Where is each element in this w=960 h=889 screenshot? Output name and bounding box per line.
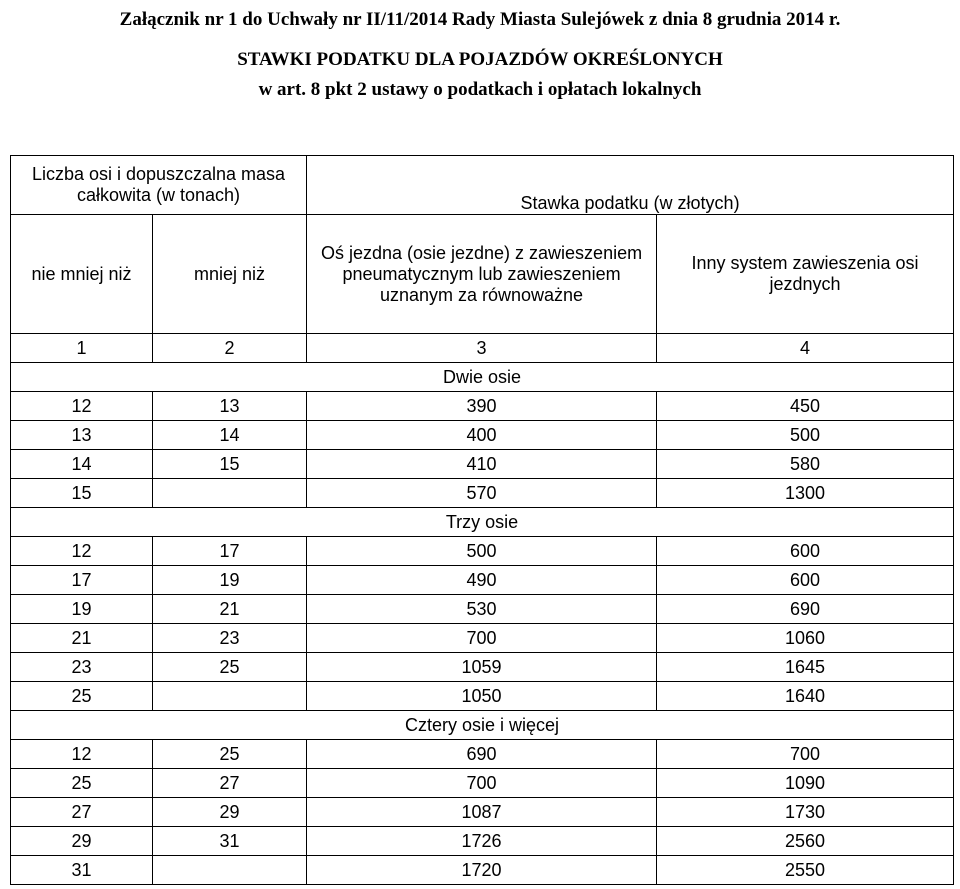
pneumatic-rate-cell: 1726: [307, 827, 657, 856]
pneumatic-rate-cell: 1720: [307, 856, 657, 885]
mass-from-cell: 31: [11, 856, 153, 885]
other-rate-cell: 700: [657, 740, 954, 769]
table-row: [11, 827, 954, 856]
mass-from-cell: 12: [11, 537, 153, 566]
table-row: [11, 740, 954, 769]
mass-from-cell: 23: [11, 653, 153, 682]
table-row: [11, 392, 954, 421]
table-row: [11, 421, 954, 450]
table-row: [11, 653, 954, 682]
other-rate-cell: 500: [657, 421, 954, 450]
column-index-row: [11, 334, 954, 363]
axle-group-row: [11, 508, 954, 537]
mass-from-cell: 19: [11, 595, 153, 624]
pneumatic-rate-cell: 390: [307, 392, 657, 421]
other-rate-cell: 1300: [657, 479, 954, 508]
other-rate-cell: 1060: [657, 624, 954, 653]
mass-to-cell: [153, 479, 307, 508]
mass-from-cell: 15: [11, 479, 153, 508]
table-row: [11, 769, 954, 798]
column-index: 1: [11, 334, 153, 363]
mass-from-cell: 14: [11, 450, 153, 479]
header-row-columns: [11, 215, 954, 334]
pneumatic-rate-cell: 1059: [307, 653, 657, 682]
mass-from-cell: 12: [11, 740, 153, 769]
header-less-than: mniej niż: [153, 215, 307, 334]
mass-to-cell: 25: [153, 653, 307, 682]
table-row: [11, 566, 954, 595]
column-index: 4: [657, 334, 954, 363]
mass-to-cell: 17: [153, 537, 307, 566]
pneumatic-rate-cell: 500: [307, 537, 657, 566]
pneumatic-rate-cell: 700: [307, 624, 657, 653]
pneumatic-rate-cell: 530: [307, 595, 657, 624]
pneumatic-rate-cell: 1087: [307, 798, 657, 827]
mass-from-cell: 25: [11, 682, 153, 711]
mass-from-cell: 13: [11, 421, 153, 450]
other-rate-cell: 1730: [657, 798, 954, 827]
axle-group-title: Cztery osie i więcej: [11, 711, 954, 740]
other-rate-cell: 2560: [657, 827, 954, 856]
axle-group-title: Trzy osie: [11, 508, 954, 537]
table-row: [11, 479, 954, 508]
other-rate-cell: 1640: [657, 682, 954, 711]
table-row: [11, 682, 954, 711]
mass-to-cell: 25: [153, 740, 307, 769]
header-pneumatic-suspension: Oś jezdna (osie jezdne) z zawieszeniem pneumatycznym lub zawieszeniem uznanym za równoważne: [307, 215, 657, 334]
attachment-title: Załącznik nr 1 do Uchwały nr II/11/2014 Rady Miasta Sulejówek z dnia 8 grudnia 2014 r.: [119, 9, 841, 30]
mass-to-cell: 29: [153, 798, 307, 827]
tax-rate-table-body: [11, 156, 954, 885]
mass-to-cell: 19: [153, 566, 307, 595]
mass-to-cell: [153, 682, 307, 711]
axle-group-title: Dwie osie: [11, 363, 954, 392]
other-rate-cell: 2550: [657, 856, 954, 885]
header-not-less-than: nie mniej niż: [11, 215, 153, 334]
other-rate-cell: 580: [657, 450, 954, 479]
pneumatic-rate-cell: 490: [307, 566, 657, 595]
pneumatic-rate-cell: 690: [307, 740, 657, 769]
other-rate-cell: 600: [657, 566, 954, 595]
mass-from-cell: 25: [11, 769, 153, 798]
table-row: [11, 798, 954, 827]
mass-to-cell: 15: [153, 450, 307, 479]
table-row: [11, 537, 954, 566]
other-rate-cell: 690: [657, 595, 954, 624]
mass-from-cell: 17: [11, 566, 153, 595]
axle-group-row: [11, 711, 954, 740]
header-other-suspension: Inny system zawieszenia osi jezdnych: [657, 215, 954, 334]
mass-to-cell: 31: [153, 827, 307, 856]
mass-to-cell: 21: [153, 595, 307, 624]
pneumatic-rate-cell: 410: [307, 450, 657, 479]
header-axles-mass: Liczba osi i dopuszczalna masa całkowita (w tonach): [11, 156, 307, 215]
header-row-groups: [11, 156, 954, 215]
mass-to-cell: 27: [153, 769, 307, 798]
mass-to-cell: 23: [153, 624, 307, 653]
mass-from-cell: 21: [11, 624, 153, 653]
other-rate-cell: 1090: [657, 769, 954, 798]
table-row: [11, 450, 954, 479]
mass-from-cell: 27: [11, 798, 153, 827]
tax-rate-table: [10, 155, 954, 885]
document-title: STAWKI PODATKU DLA POJAZDÓW OKREŚLONYCH: [237, 49, 723, 70]
document-subtitle: w art. 8 pkt 2 ustawy o podatkach i opłatach lokalnych: [258, 79, 702, 100]
pneumatic-rate-cell: 1050: [307, 682, 657, 711]
other-rate-cell: 450: [657, 392, 954, 421]
table-row: [11, 624, 954, 653]
table-row: [11, 856, 954, 885]
mass-to-cell: [153, 856, 307, 885]
column-index: 3: [307, 334, 657, 363]
axle-group-row: [11, 363, 954, 392]
mass-from-cell: 29: [11, 827, 153, 856]
mass-to-cell: 13: [153, 392, 307, 421]
table-row: [11, 595, 954, 624]
pneumatic-rate-cell: 700: [307, 769, 657, 798]
pneumatic-rate-cell: 570: [307, 479, 657, 508]
column-index: 2: [153, 334, 307, 363]
other-rate-cell: 600: [657, 537, 954, 566]
header-tax-rate: Stawka podatku (w złotych): [307, 156, 954, 215]
mass-to-cell: 14: [153, 421, 307, 450]
pneumatic-rate-cell: 400: [307, 421, 657, 450]
mass-from-cell: 12: [11, 392, 153, 421]
other-rate-cell: 1645: [657, 653, 954, 682]
